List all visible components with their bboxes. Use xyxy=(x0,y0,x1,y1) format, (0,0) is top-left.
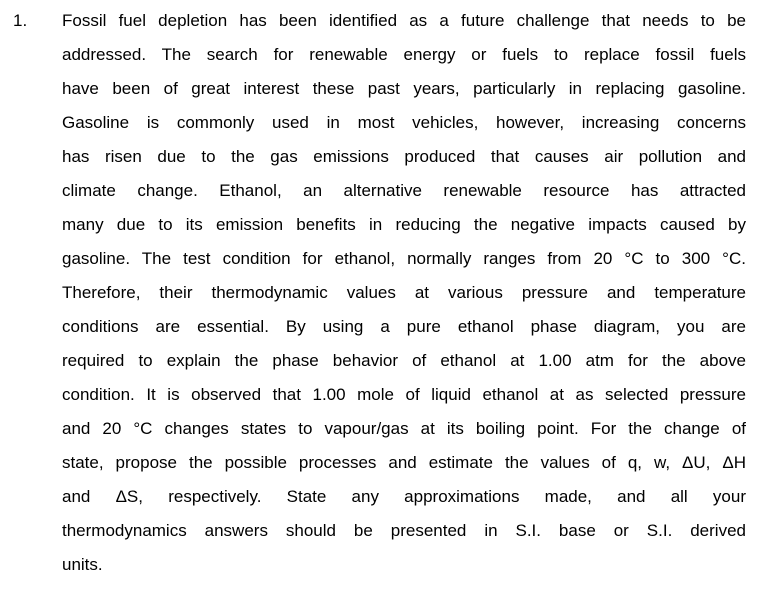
paragraph-line: thermodynamics answers should be presented in S.I. base or S.I. derived xyxy=(62,521,746,540)
paragraph-line: many due to its emission benefits in reducing the negative impacts caused by xyxy=(62,215,746,234)
paragraph-line: has risen due to the gas emissions produced that causes air pollution and xyxy=(62,147,746,166)
paragraph-line: Fossil fuel depletion has been identified as a future challenge that needs to be xyxy=(62,11,746,30)
question-paragraph xyxy=(62,9,746,587)
paragraph-line: state, propose the possible processes and estimate the values of q, w, ΔU, ΔH xyxy=(62,453,746,472)
paragraph-line: and ΔS, respectively. State any approximations made, and all your xyxy=(62,487,746,506)
paragraph-line: required to explain the phase behavior of ethanol at 1.00 atm for the above xyxy=(62,351,746,370)
paragraph-line: addressed. The search for renewable energy or fuels to replace fossil fuels xyxy=(62,45,746,64)
paragraph-line: gasoline. The test condition for ethanol, normally ranges from 20 °C to 300 °C. xyxy=(62,249,746,268)
paragraph-line: units. xyxy=(62,555,103,574)
paragraph-line: Gasoline is commonly used in most vehicles, however, increasing concerns xyxy=(62,113,746,132)
paragraph-line: and 20 °C changes states to vapour/gas at its boiling point. For the change of xyxy=(62,419,746,438)
question-number: 1. xyxy=(13,11,28,30)
paragraph-line: conditions are essential. By using a pure ethanol phase diagram, you are xyxy=(62,317,746,336)
paragraph-line: have been of great interest these past years, particularly in replacing gasoline. xyxy=(62,79,746,98)
paragraph-line: Therefore, their thermodynamic values at various pressure and temperature xyxy=(62,283,746,302)
paragraph-line: condition. It is observed that 1.00 mole of liquid ethanol at as selected pressure xyxy=(62,385,746,404)
paragraph-line: climate change. Ethanol, an alternative renewable resource has attracted xyxy=(62,181,746,200)
